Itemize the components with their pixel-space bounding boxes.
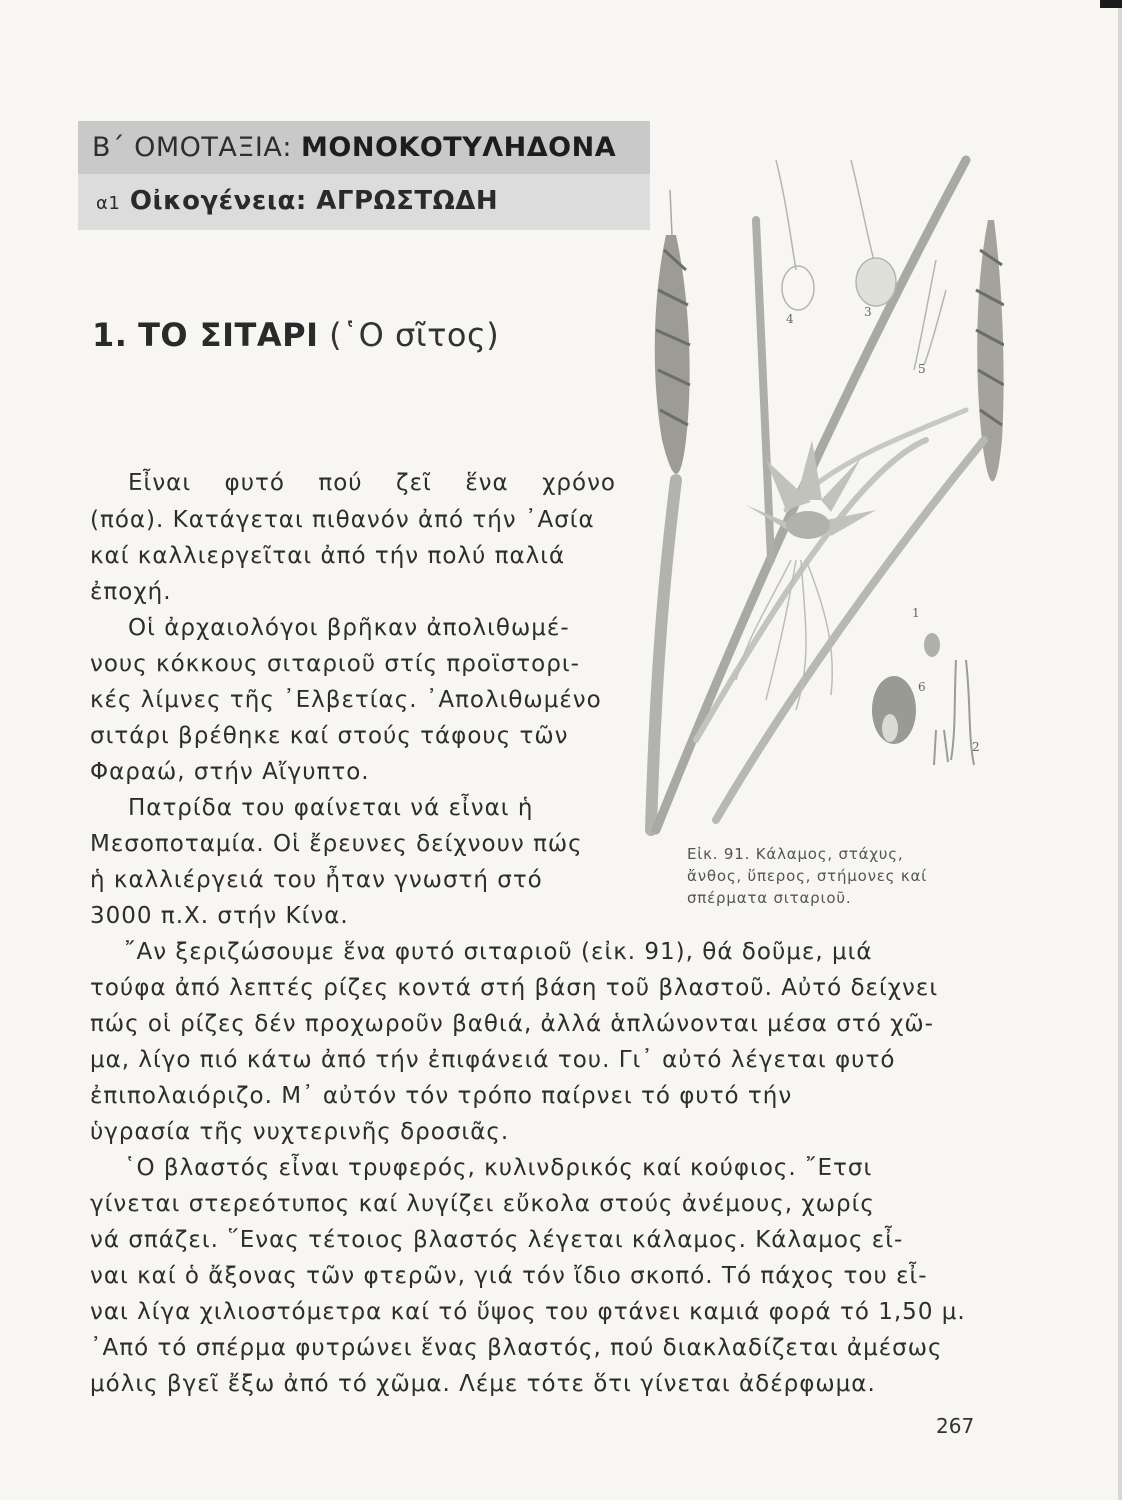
body-line: πώς οἱ ρίζες δέν προχωροῦν βαθιά, ἀλλά ἁπλώνονται μέσα στό χῶ- — [90, 1011, 934, 1037]
section-title: ΤΟ ΣΙΤΑΡΙ — [138, 316, 319, 354]
family-label: Οἰκογένεια: — [129, 186, 317, 216]
body-line: ῾Ο βλαστός εἶναι τρυφερός, κυλινδρικός καί κούφιος. ῎Ετσι — [124, 1155, 873, 1181]
body-line: ἡ καλλιέργειά του ἦταν γνωστή στό — [90, 867, 543, 893]
figure-caption-line: σπέρματα σιταριοῦ. — [687, 889, 852, 907]
figure-caption-line: ἄνθος, ὕπερος, στήμονες καί — [687, 867, 928, 885]
body-line: νους κόκκους σιταριοῦ στίς προϊστορι- — [90, 651, 580, 677]
body-line: ναι καί ὁ ἄξονας τῶν φτερῶν, γιά τόν ἴδιο σκοπό. Τό πάχος του εἶ- — [90, 1263, 928, 1289]
body-line: ὑγρασία τῆς νυχτερινῆς δροσιᾶς. — [90, 1119, 510, 1145]
page-number: 267 — [936, 1414, 975, 1438]
floret-details — [776, 160, 946, 370]
page-edge — [1118, 0, 1122, 1500]
figure-label-6: 6 — [918, 680, 926, 694]
body-line: κές λίμνες τῆς ᾿Ελβετίας. ᾿Απολιθωμένο — [90, 687, 602, 713]
grain-details — [872, 633, 940, 744]
wheat-drawing — [636, 140, 1004, 840]
body-line: μόλις βγεῖ ἔξω ἀπό τό χῶμα. Λέμε τότε ὅτι γίνεται ἀδέρφωμα. — [90, 1371, 876, 1397]
section-heading — [92, 316, 499, 354]
section-number: 1. — [92, 316, 128, 354]
body-line: (πόα). Κατάγεται πιθανόν ἀπό τήν ᾿Ασία — [90, 507, 595, 533]
family-banner — [78, 174, 650, 230]
body-line: ᾿Από τό σπέρμα φυτρώνει ἕνας βλαστός, πού διακλαδίζεται ἀμέσως — [90, 1335, 943, 1361]
class-prefix: Β΄ ΟΜΟΤΑΞΙΑ: — [92, 132, 302, 163]
stamen-details — [934, 660, 974, 765]
class-name: ΜΟΝΟΚΟΤΥΛΗΔΟΝΑ — [301, 132, 617, 163]
wheat-illustration — [636, 140, 1004, 840]
family-name: ΑΓΡΩΣΤΩΔΗ — [316, 186, 499, 216]
body-line: νά σπάζει. ῞Ενας τέτοιος βλαστός λέγεται κάλαμος. Κάλαμος εἶ- — [90, 1227, 904, 1253]
body-line: Φαραώ, στήν Αἴγυπτο. — [90, 759, 370, 785]
body-line: ἐποχή. — [90, 579, 172, 605]
class-banner — [78, 121, 650, 174]
page-corner-mark — [1100, 0, 1122, 8]
root-tuft — [736, 560, 832, 710]
section-subtitle: (῾Ο σῖτος) — [329, 316, 500, 354]
body-line: Οἱ ἀρχαιολόγοι βρῆκαν ἀπολιθωμέ- — [128, 615, 570, 641]
figure-label-3: 3 — [864, 305, 872, 319]
body-line: γίνεται στερεότυπος καί λυγίζει εὔκολα στούς ἀνέμους, χωρίς — [90, 1191, 875, 1217]
body-line: σιτάρι βρέθηκε καί στούς τάφους τῶν — [90, 723, 569, 749]
figure-label-4: 4 — [786, 312, 794, 326]
body-line: μα, λίγο πιό κάτω ἀπό τήν ἐπιφάνειά του. Γι᾿ αὐτό λέγεται φυτό — [90, 1047, 896, 1073]
left-wheat-ear — [655, 190, 690, 474]
figure-label-1: 1 — [912, 606, 920, 620]
body-line: τούφα ἀπό λεπτές ρίζες κοντά στή βάση τοῦ βλαστοῦ. Αὐτό δείχνει — [90, 975, 939, 1001]
body-line: ῎Αν ξεριζώσουμε ἕνα φυτό σιταριοῦ (εἰκ. 91), θά δοῦμε, μιά — [124, 939, 873, 965]
figure-caption-line: Εἰκ. 91. Κάλαμος, στάχυς, — [687, 845, 904, 863]
body-line: καί καλλιεργεῖται ἀπό τήν πολύ παλιά — [90, 543, 566, 569]
family-prefix: α1 — [96, 193, 121, 214]
body-line: Μεσοποταμία. Οἱ ἔρευνες δείχνουν πώς — [90, 831, 583, 857]
body-line: ναι λίγα χιλιοστόμετρα καί τό ὕψος του φτάνει καμιά φορά τό 1,50 μ. — [90, 1299, 966, 1325]
body-line: Πατρίδα του φαίνεται νά εἶναι ἡ — [128, 795, 534, 821]
body-line: ἐπιπολαιόριζο. Μ᾿ αὐτόν τόν τρόπο παίρνει τό φυτό τήν — [90, 1083, 793, 1109]
body-line: Εἶναι φυτό πού ζεῖ ἕνα χρόνο — [128, 470, 616, 496]
figure-label-2: 2 — [972, 740, 980, 754]
body-line: 3000 π.Χ. στήν Κίνα. — [90, 903, 349, 929]
figure-label-5: 5 — [918, 362, 926, 376]
